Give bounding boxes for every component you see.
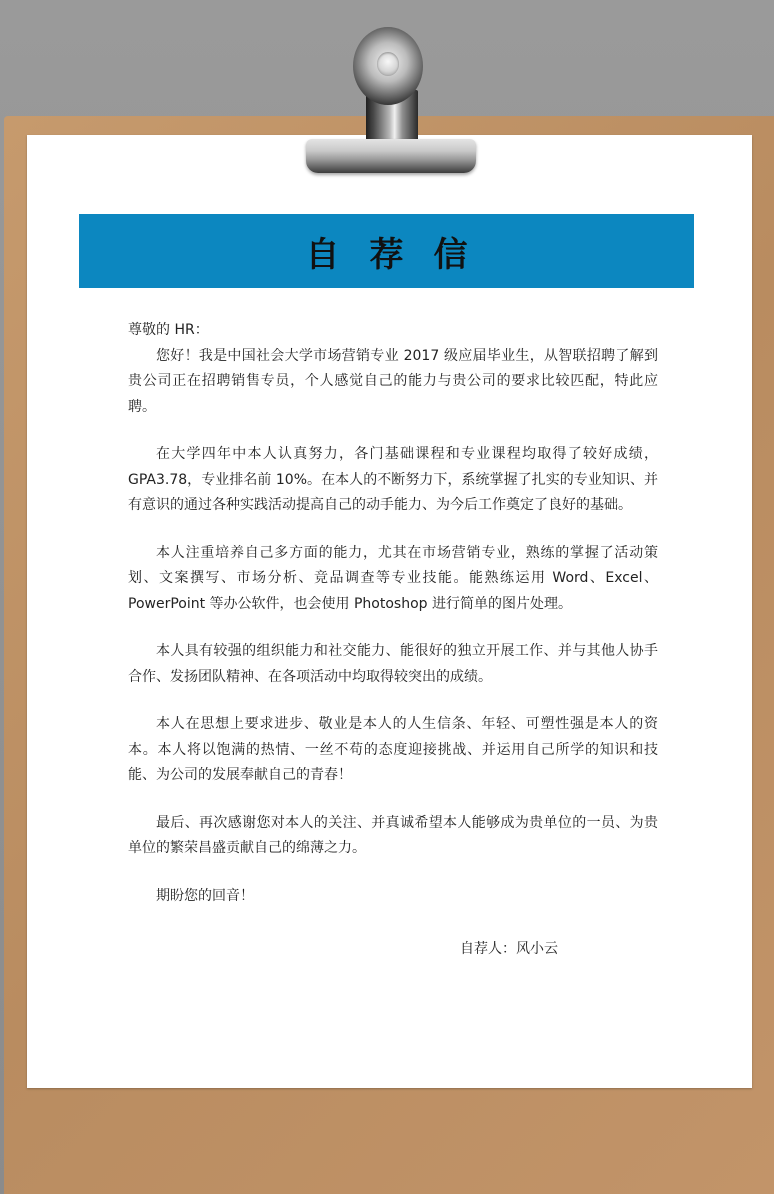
paragraph: 本人注重培养自己多方面的能力，尤其在市场营销专业，熟练的掌握了活动策划、文案撰写、市场分析、竞品调查等专业技能。能熟练运用 Word、Excel、PowerPoint 等办公软件，也会使用 Photoshop 进行简单的图片处理。 (128, 544, 658, 612)
page-title: 自荐信 (305, 234, 498, 275)
binder-clip-hole (377, 52, 399, 76)
binder-clip-base (306, 139, 476, 173)
paragraph: 本人在思想上要求进步、敬业是本人的人生信条、年轻、可塑性强是本人的资本。本人将以饱满的热情、一丝不苟的态度迎接挑战、并运用自己所学的知识和技能、为公司的发展奉献自己的青春！ (128, 716, 658, 783)
paragraph: 在大学四年中本人认真努力，各门基础课程和专业课程均取得了较好成绩，GPA3.78，专业排名前 10%。在本人的不断努力下，系统掌握了扎实的专业知识、并有意识的通过各种实践活动提高自己的动手能力、为今后工作奠定了良好的基础。 (128, 446, 658, 513)
signature: 自荐人：风小云 (460, 941, 558, 957)
paragraph: 本人具有较强的组织能力和社交能力、能很好的独立开展工作、并与其他人协手合作、发扬团队精神、在各项活动中均取得较突出的成绩。 (128, 643, 658, 685)
letter-body (128, 318, 658, 909)
paragraph: 您好！我是中国社会大学市场营销专业 2017 级应届毕业生，从智联招聘了解到贵公司正在招聘销售专员，个人感觉自己的能力与贵公司的要求比较匹配，特此应聘。 (128, 347, 658, 415)
closing-line: 期盼您的回音！ (156, 887, 254, 904)
salutation: 尊敬的 HR： (128, 322, 209, 338)
paragraph: 最后、再次感谢您对本人的关注、并真诚希望本人能够成为贵单位的一员、为贵单位的繁荣昌盛贡献自己的绵薄之力。 (128, 814, 658, 856)
title-band (79, 214, 694, 288)
